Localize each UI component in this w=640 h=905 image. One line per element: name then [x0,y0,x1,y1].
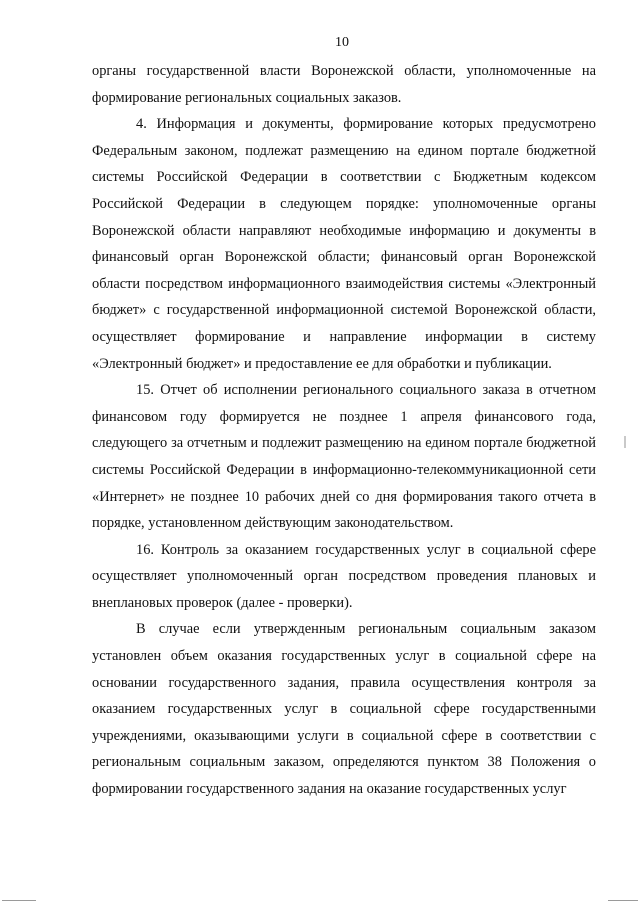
scan-margin-mark [624,436,626,448]
scan-edge-mark-left [2,900,36,901]
paragraph-item-16: 16. Контроль за оказанием государственных услуг в социальной сфере осуществляет уполномоченный орган посредством проведения плановых и внеплановых проверок (далее - проверки). [92,541,596,611]
paragraph-continuation: органы государственной власти Воронежской области, уполномоченные на формирование региональных социальных заказов. [92,63,596,106]
document-body [92,58,596,803]
paragraph-item-15: 15. Отчет об исполнении регионального социального заказа в отчетном финансовом году формируется не позднее 1 апреля финансового года, следующего за отчетным и подлежит размещению на едином портале бюджетной системы Российской Федерации в информационно-телекоммуникационной сети «Интернет» не позднее 10 рабочих дней со дня формирования такого отчета в порядке, установленном действующим законодательством. [92,382,596,532]
scan-edge-mark-right [608,900,638,901]
page-number: 10 [335,35,349,50]
paragraph-item-16-continuation: В случае если утвержденным региональным социальным заказом установлен объем оказания государственных услуг в социальной сфере на основании государственного задания, правила осуществления контроля за оказанием государственных услуг в социальной сфере государственными учреждениями, оказывающими услуги в социальной сфере в соответствии с региональным социальным заказом, определяются пунктом 38 Положения о формировании государственного задания на оказание государственных услуг [92,621,596,798]
paragraph-item-4: 4. Информация и документы, формирование которых предусмотрено Федеральным законом, подлежат размещению на едином портале бюджетной системы Российской Федерации в соответствии с Бюджетным кодексом Российской Федерации в следующем порядке: уполномоченные органы Воронежской области направляют необходимые информацию и документы в финансовый орган Воронежской области; финансовый орган Воронежской области посредством информационного взаимодействия системы «Электронный бюджет» с государственной информационной системой Воронежской области, осуществляет формирование и направление информации в систему «Электронный бюджет» и предоставление ее для обработки и публикации. [92,116,596,372]
